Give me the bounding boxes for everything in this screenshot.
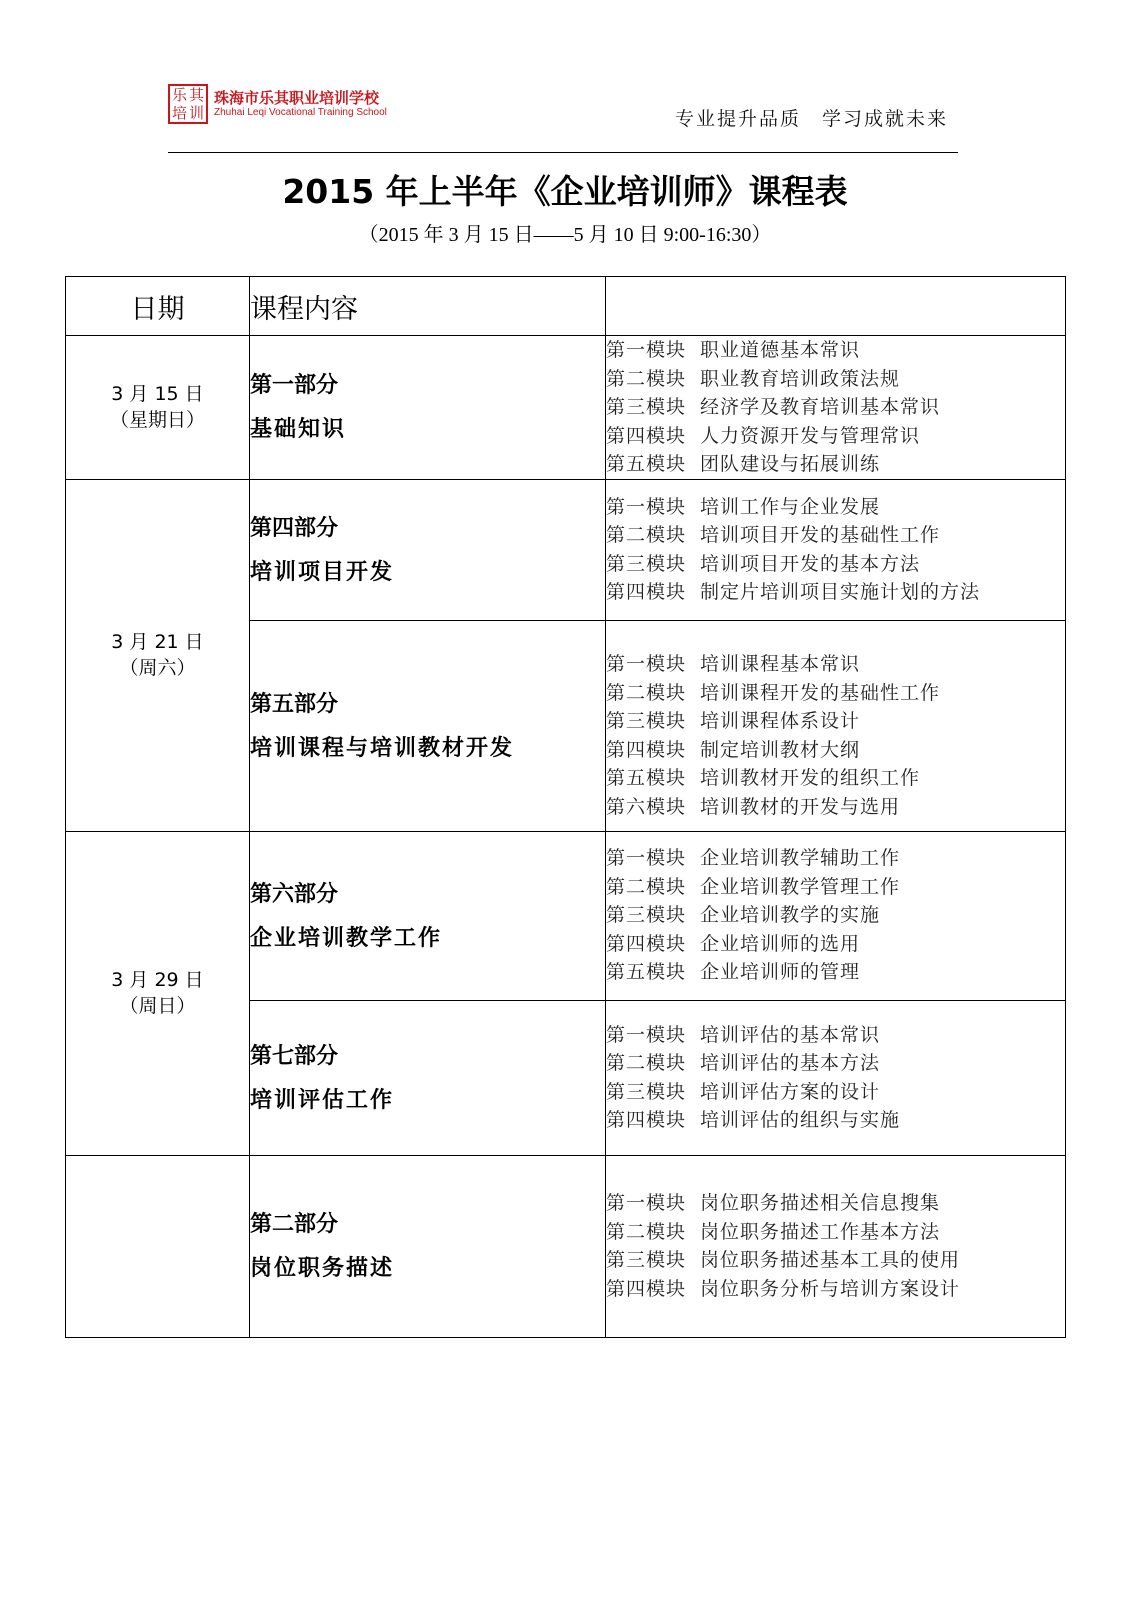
module-number: 第三模块 <box>606 396 687 418</box>
date-weekday: （周日） <box>119 995 196 1017</box>
module-title: 企业培训师的管理 <box>700 961 861 984</box>
module-title: 经济学及教育培训基本常识 <box>700 396 941 418</box>
module-number: 第六模块 <box>606 795 687 818</box>
table-row <box>66 1155 1066 1337</box>
module-number: 第三模块 <box>606 1249 687 1271</box>
modules-cell <box>606 831 1066 1000</box>
table-row <box>66 479 1066 620</box>
module-title: 岗位职务描述工作基本方法 <box>700 1220 941 1243</box>
module-item <box>606 521 1065 550</box>
module-number: 第四模块 <box>606 1277 687 1300</box>
module-title: 培训评估的基本常识 <box>700 1023 881 1046</box>
module-title: 培训项目开发的基础性工作 <box>700 524 941 546</box>
module-title: 培训评估的基本方法 <box>700 1052 881 1074</box>
module-number: 第三模块 <box>606 552 687 575</box>
logo-text <box>214 89 387 119</box>
part-label: 第二部分 <box>250 1211 339 1237</box>
logo-seal-icon <box>168 84 208 124</box>
module-title: 职业道德基本常识 <box>700 339 861 361</box>
module-item <box>606 958 1065 987</box>
modules-cell <box>606 1155 1066 1337</box>
module-item <box>606 1189 1065 1218</box>
modules-cell <box>606 1000 1066 1155</box>
header-divider <box>168 152 958 153</box>
module-item <box>606 764 1065 793</box>
module-number: 第二模块 <box>606 875 687 898</box>
date-cell <box>66 831 250 1155</box>
page-header <box>168 80 958 154</box>
module-title: 培训项目开发的基本方法 <box>700 552 921 575</box>
module-number: 第二模块 <box>606 1220 687 1243</box>
slogan: 专业提升品质 学习成就未来 <box>674 108 948 130</box>
module-item <box>606 650 1065 679</box>
date-day: 3 月 15 日 <box>111 383 204 406</box>
modules-cell <box>606 479 1066 620</box>
module-item <box>606 422 1065 451</box>
module-number: 第四模块 <box>606 1109 687 1131</box>
school-name-en: Zhuhai Leqi Vocational Training School <box>214 107 387 118</box>
school-name-cn: 珠海市乐其职业培训学校 <box>214 89 380 107</box>
module-item <box>606 793 1065 822</box>
school-logo <box>168 84 387 124</box>
seal-char: 训 <box>188 104 204 122</box>
page-subtitle: （2015 年 3 月 15 日——5 月 10 日 9:00-16:30） <box>358 224 772 246</box>
module-title: 团队建设与拓展训练 <box>700 453 881 475</box>
table-header-row <box>66 277 1066 336</box>
module-item <box>606 1218 1065 1247</box>
part-name: 培训课程与培训教材开发 <box>250 734 515 761</box>
module-number: 第一模块 <box>606 653 687 675</box>
schedule-table <box>65 276 1066 1338</box>
date-day: 3 月 21 日 <box>111 631 204 653</box>
part-cell <box>250 1155 606 1337</box>
module-title: 企业培训教学的实施 <box>700 904 881 927</box>
modules-cell <box>606 336 1066 480</box>
module-title: 培训教材的开发与选用 <box>700 795 901 818</box>
module-title: 培训课程基本常识 <box>700 653 861 675</box>
module-number: 第一模块 <box>606 847 687 870</box>
module-item <box>606 844 1065 873</box>
table-row <box>66 336 1066 480</box>
module-item <box>606 1049 1065 1078</box>
date-cell <box>66 479 250 831</box>
module-item <box>606 578 1065 607</box>
module-title: 制定片培训项目实施计划的方法 <box>700 581 981 603</box>
module-number: 第三模块 <box>606 904 687 927</box>
module-title: 人力资源开发与管理常识 <box>700 424 921 447</box>
header-content: 课程内容 <box>250 277 606 336</box>
seal-char: 乐 <box>171 86 187 104</box>
part-label: 第四部分 <box>250 514 339 541</box>
part-cell <box>250 620 606 831</box>
module-title: 培训评估方案的设计 <box>700 1080 881 1103</box>
module-title: 岗位职务描述基本工具的使用 <box>700 1249 961 1271</box>
table-row <box>66 831 1066 1000</box>
module-number: 第二模块 <box>606 524 687 546</box>
part-cell <box>250 479 606 620</box>
module-number: 第二模块 <box>606 367 687 390</box>
seal-char: 培 <box>171 104 187 122</box>
module-number: 第一模块 <box>606 1023 687 1046</box>
module-item <box>606 707 1065 736</box>
module-item <box>606 1246 1065 1275</box>
module-item <box>606 901 1065 930</box>
module-item <box>606 1078 1065 1107</box>
module-number: 第三模块 <box>606 1080 687 1103</box>
part-name: 基础知识 <box>250 416 347 443</box>
module-item <box>606 1021 1065 1050</box>
module-title: 职业教育培训政策法规 <box>700 367 901 390</box>
part-label: 第六部分 <box>250 880 339 907</box>
date-cell <box>66 336 250 480</box>
page-title: 2015 年上半年《企业培训师》课程表 <box>282 172 848 211</box>
date-weekday: （周六） <box>119 657 196 679</box>
module-title: 企业培训教学辅助工作 <box>700 847 901 870</box>
date-weekday: （星期日） <box>109 409 205 432</box>
module-title: 培训评估的组织与实施 <box>700 1109 901 1131</box>
module-number: 第一模块 <box>606 339 687 361</box>
part-cell <box>250 831 606 1000</box>
module-number: 第二模块 <box>606 681 687 704</box>
module-item <box>606 1275 1065 1304</box>
module-item <box>606 1106 1065 1135</box>
part-name: 培训评估工作 <box>250 1086 395 1113</box>
module-item <box>606 930 1065 959</box>
header-modules <box>606 277 1066 336</box>
date-cell <box>66 1155 250 1337</box>
module-number: 第四模块 <box>606 581 687 603</box>
module-title: 企业培训教学管理工作 <box>700 875 901 898</box>
part-name: 企业培训教学工作 <box>250 924 443 951</box>
module-number: 第五模块 <box>606 767 687 789</box>
module-item <box>606 550 1065 579</box>
part-name: 岗位职务描述 <box>250 1255 395 1281</box>
module-item <box>606 736 1065 765</box>
module-number: 第五模块 <box>606 453 687 475</box>
module-item <box>606 393 1065 422</box>
module-item <box>606 679 1065 708</box>
module-number: 第五模块 <box>606 961 687 984</box>
module-item <box>606 450 1065 479</box>
part-label: 第七部分 <box>250 1042 339 1069</box>
module-title: 制定培训教材大纲 <box>700 738 861 761</box>
part-name: 培训项目开发 <box>250 558 395 585</box>
module-item <box>606 336 1065 365</box>
module-number: 第四模块 <box>606 932 687 955</box>
seal-char: 其 <box>188 86 204 104</box>
module-title: 企业培训师的选用 <box>700 932 861 955</box>
header-date: 日期 <box>66 277 250 336</box>
modules-cell <box>606 620 1066 831</box>
date-day: 3 月 29 日 <box>111 969 204 991</box>
part-label: 第五部分 <box>250 690 339 717</box>
module-number: 第四模块 <box>606 424 687 447</box>
part-cell <box>250 1000 606 1155</box>
module-item <box>606 873 1065 902</box>
module-number: 第一模块 <box>606 495 687 518</box>
part-label: 第一部分 <box>250 372 339 399</box>
module-title: 培训教材开发的组织工作 <box>700 767 921 789</box>
module-title: 培训课程体系设计 <box>700 710 861 732</box>
module-title: 培训课程开发的基础性工作 <box>700 681 941 704</box>
module-number: 第二模块 <box>606 1052 687 1074</box>
module-title: 岗位职务分析与培训方案设计 <box>700 1277 961 1300</box>
module-number: 第三模块 <box>606 710 687 732</box>
module-title: 岗位职务描述相关信息搜集 <box>700 1192 941 1214</box>
module-number: 第四模块 <box>606 738 687 761</box>
part-cell <box>250 336 606 480</box>
module-number: 第一模块 <box>606 1192 687 1214</box>
schedule-body <box>66 336 1066 1338</box>
module-title: 培训工作与企业发展 <box>700 495 881 518</box>
module-item <box>606 493 1065 522</box>
module-item <box>606 365 1065 394</box>
